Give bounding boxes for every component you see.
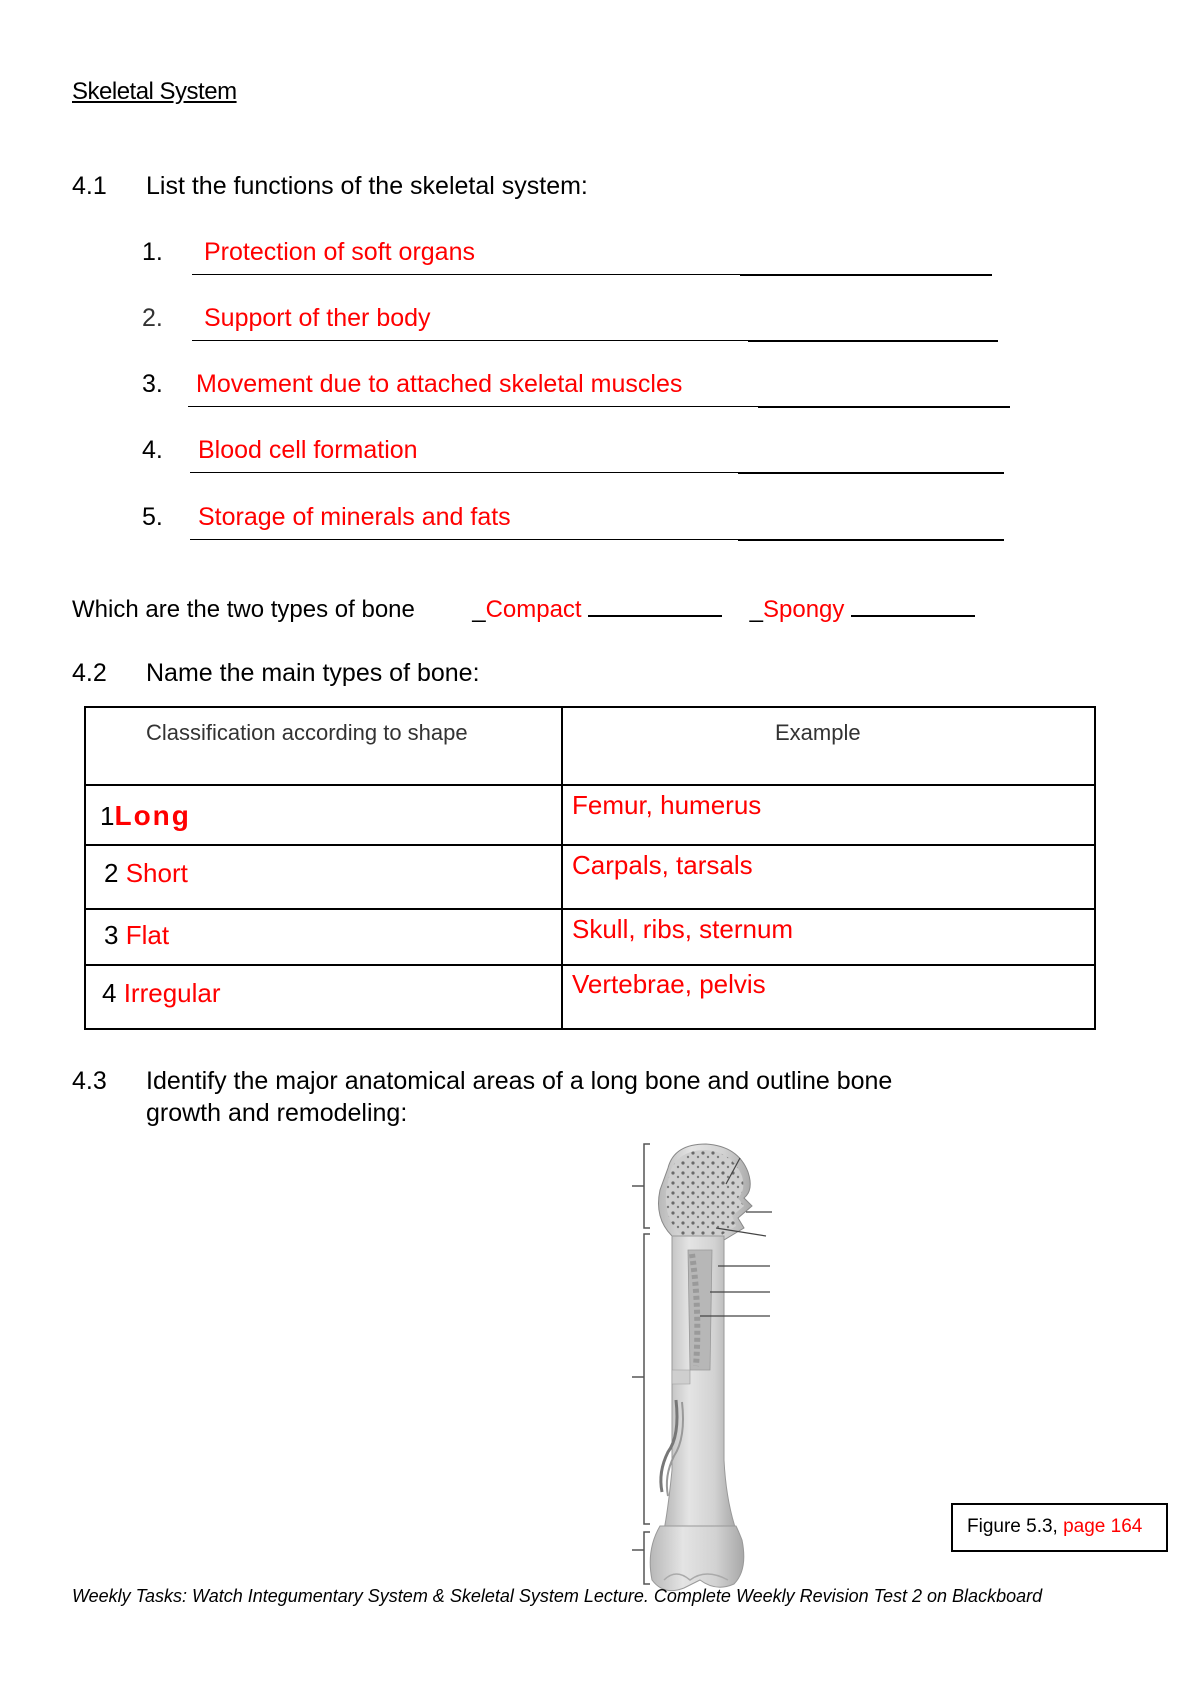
function-answer: Storage of minerals and fats xyxy=(198,503,511,531)
shape-cell: 4 Irregular xyxy=(85,965,562,1029)
function-item-4 xyxy=(142,436,1012,476)
example-cell: Carpals, tarsals xyxy=(562,845,1095,909)
answer-line xyxy=(192,340,748,341)
bone-types-question: Which are the two types of bone xyxy=(72,596,415,623)
example-cell: Vertebrae, pelvis xyxy=(562,965,1095,1029)
answer-line xyxy=(192,274,740,275)
question-number: 4.1 xyxy=(72,172,107,200)
table-row xyxy=(85,845,1095,909)
answer-blank xyxy=(748,340,998,342)
item-number: 3. xyxy=(142,370,163,398)
bone-types-row: Which are the two types of bone _Compact _Spongy xyxy=(72,593,975,624)
function-item-2 xyxy=(142,304,1002,344)
answer-line xyxy=(190,472,738,473)
table-row xyxy=(85,785,1095,845)
function-answer: Support of ther body xyxy=(204,304,431,332)
bone-type-answer-1: Compact xyxy=(485,596,582,623)
bone-shape-table xyxy=(84,706,1096,1030)
item-number: 5. xyxy=(142,503,163,531)
question-text: Name the main types of bone: xyxy=(146,659,480,687)
item-number: 1. xyxy=(142,238,163,266)
shape-cell: 2 Short xyxy=(85,845,562,909)
answer-blank xyxy=(851,593,975,617)
answer-blank xyxy=(758,406,1010,408)
question-4-3-line-2: growth and remodeling: xyxy=(146,1099,408,1127)
footer-note: Weekly Tasks: Watch Integumentary System & Skeletal System Lecture. Complete Weekly Revision Test 2 on Blackboard xyxy=(72,1586,1043,1606)
figure-page: page 164 xyxy=(1063,1516,1143,1537)
function-answer: Movement due to attached skeletal muscles xyxy=(196,370,683,398)
function-answer: Blood cell formation xyxy=(198,436,418,464)
region-brackets xyxy=(632,1144,650,1584)
function-answer: Protection of soft organs xyxy=(204,238,475,266)
answer-blank xyxy=(740,274,992,276)
example-cell: Femur, humerus xyxy=(562,785,1095,845)
answer-blank xyxy=(738,539,1004,541)
bone-type-answer-2: Spongy xyxy=(762,596,845,623)
answer-line xyxy=(190,539,738,540)
item-number: 4. xyxy=(142,436,163,464)
long-bone-illustration xyxy=(620,1140,780,1596)
question-number: 4.2 xyxy=(72,659,107,687)
question-text: Identify the major anatomical areas of a long bone and outline bone xyxy=(146,1067,893,1095)
table-row xyxy=(85,965,1095,1029)
answer-blank xyxy=(738,472,1004,474)
figure-label: Figure 5.3, xyxy=(967,1516,1058,1537)
question-4-2 xyxy=(72,659,480,688)
answer-blank xyxy=(588,593,722,617)
shape-cell: 1Long xyxy=(85,785,562,845)
question-text: List the functions of the skeletal system: xyxy=(146,172,588,200)
function-item-1 xyxy=(142,238,1002,278)
question-number: 4.3 xyxy=(72,1067,107,1095)
function-item-3 xyxy=(142,370,1012,410)
page-title: Skeletal System xyxy=(72,78,237,105)
table-header: Classification according to shape xyxy=(85,707,562,785)
table-header: Example xyxy=(562,707,1095,785)
question-4-1 xyxy=(72,172,588,201)
figure-caption xyxy=(951,1503,1168,1552)
shape-cell: 3 Flat xyxy=(85,909,562,965)
function-item-5 xyxy=(142,503,1012,543)
table-header-row xyxy=(85,707,1095,785)
answer-line xyxy=(188,406,758,407)
question-4-3 xyxy=(72,1067,1132,1096)
table-row xyxy=(85,909,1095,965)
item-number: 2. xyxy=(142,304,163,332)
example-cell: Skull, ribs, sternum xyxy=(562,909,1095,965)
